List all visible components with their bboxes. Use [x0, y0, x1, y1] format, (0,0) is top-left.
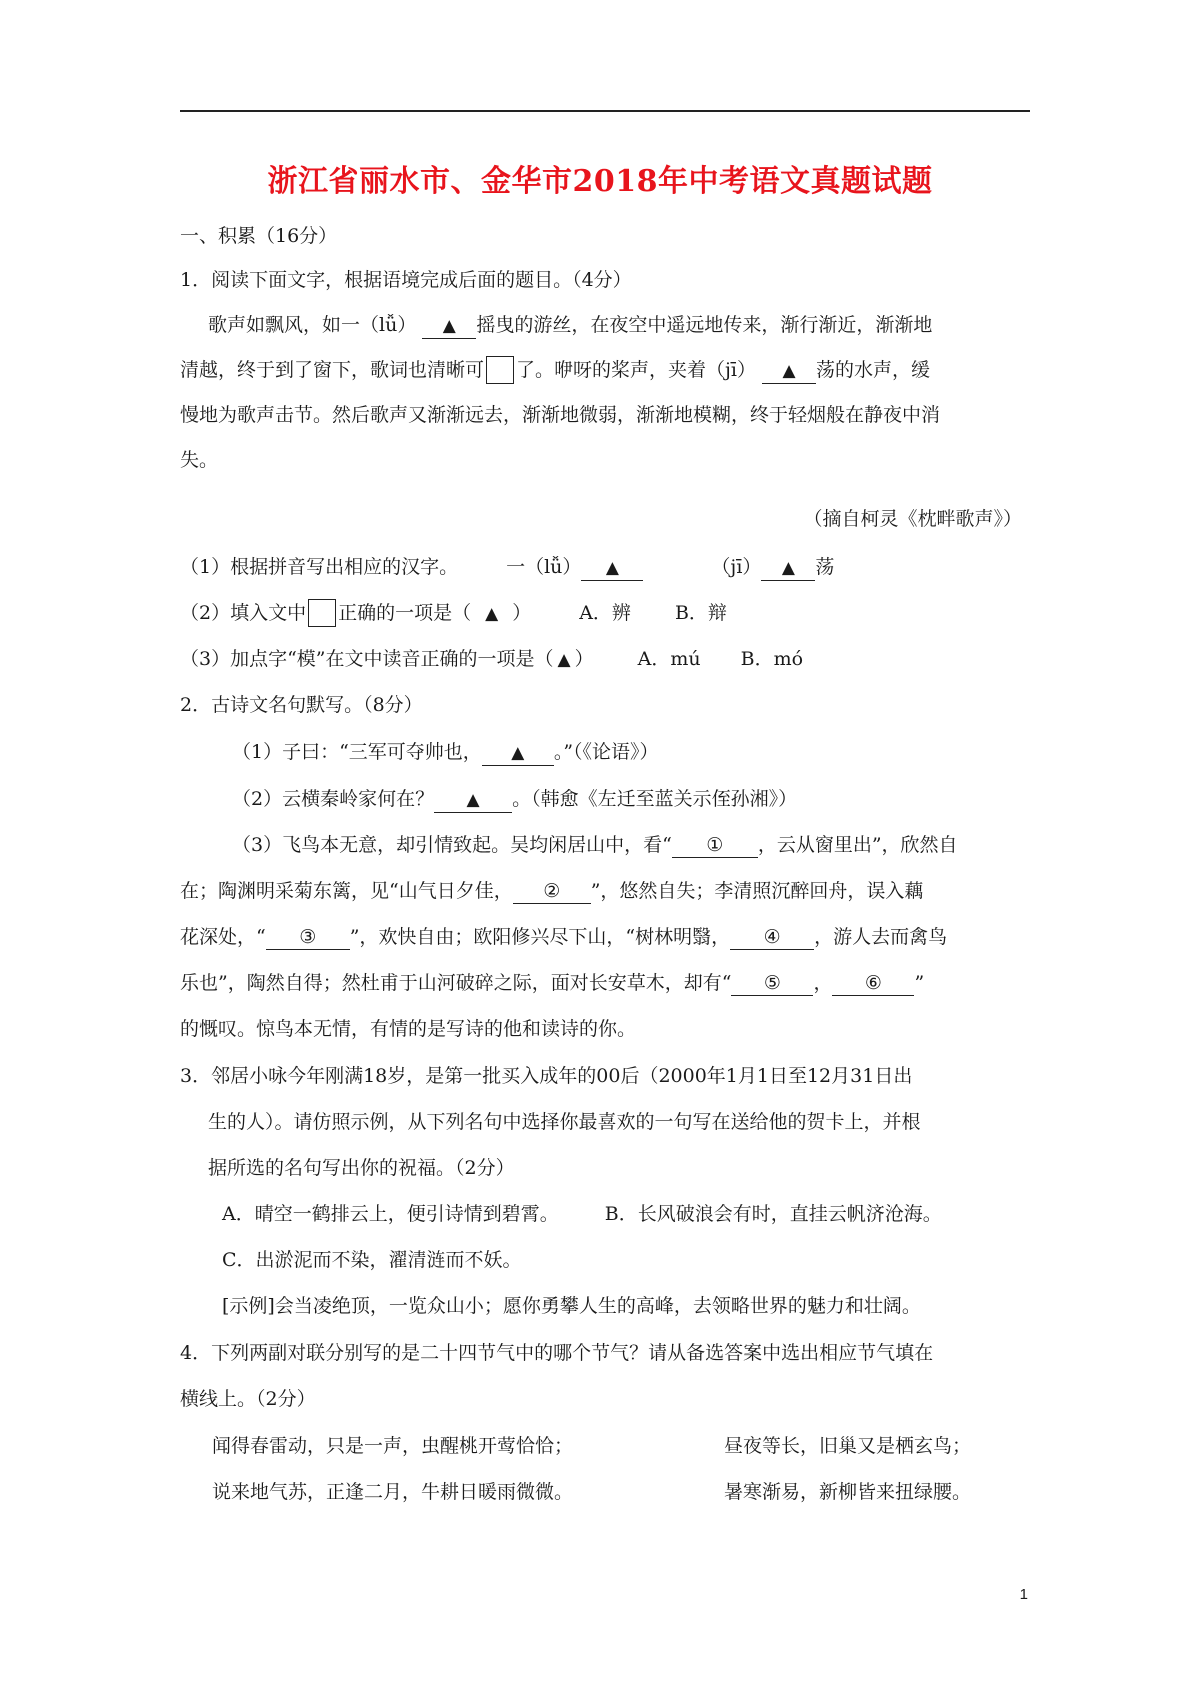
- couplet1-line2: 说来地气苏，正逢二月，牛耕日暖雨微微。: [212, 1481, 574, 1503]
- q2-line6: [180, 969, 924, 997]
- text: ）: [512, 602, 532, 624]
- text: ”: [914, 972, 925, 994]
- text: 歌声如飘风，如一（lǚ）: [208, 314, 417, 336]
- answer-blank[interactable]: [482, 740, 554, 766]
- text: ”，悠然自失；李清照沉醉回舟，误入藕: [590, 880, 924, 902]
- text: （2）云横秦岭家何在？: [232, 788, 435, 810]
- q2-line4: [180, 877, 923, 905]
- option-b[interactable]: B．长风破浪会有时，直挂云帆济沧海。: [604, 1203, 942, 1225]
- circled-number: ④: [763, 926, 781, 948]
- q2-line5: [180, 923, 947, 951]
- answer-blank-6[interactable]: [832, 971, 914, 996]
- couplet2-line1: 昼夜等长，旧巢又是栖玄鸟；: [724, 1435, 972, 1457]
- text: 。”（《论语》）: [553, 741, 659, 763]
- couplet1-line1: 闻得春雷动，只是一声，虫醒桃开莺恰恰；: [212, 1435, 574, 1457]
- q1-para-line1: [208, 311, 932, 339]
- section-heading: 一、积累（16分）: [180, 225, 338, 247]
- header-rule: [180, 110, 1030, 112]
- q3-line1: 3．邻居小咏今年刚满18岁，是第一批买入成年的00后（2000年1月1日至12月31日出: [180, 1065, 913, 1087]
- q2-stem: 2．古诗文名句默写。（8分）: [180, 694, 423, 716]
- q1-para-line2: [180, 356, 930, 384]
- text: 摇曳的游丝，在夜空中遥远地传来，渐行渐近，渐渐地: [476, 314, 933, 336]
- q3-option-c[interactable]: C．出淤泥而不染，濯清涟而不妖。: [222, 1249, 522, 1271]
- option-a[interactable]: A．mú: [637, 648, 701, 670]
- text: 正确的一项是（: [338, 602, 472, 624]
- triangle-icon: ▲: [782, 361, 796, 381]
- q2-line2: [232, 785, 797, 813]
- text: ”，欢快自由；欧阳修兴尽下山，“树林明翳，: [349, 926, 731, 948]
- text: （jī）: [711, 556, 762, 578]
- triangle-icon: ▲: [781, 558, 795, 578]
- q4-line2: 横线上。（2分）: [180, 1388, 316, 1410]
- answer-blank-2[interactable]: [513, 879, 591, 904]
- circled-number: ②: [543, 880, 561, 902]
- answer-blank[interactable]: [762, 358, 816, 384]
- answer-blank-3[interactable]: [266, 925, 350, 950]
- q1-source: （摘自柯灵《枕畔歌声》）: [803, 508, 1022, 530]
- circled-number: ③: [299, 926, 317, 948]
- text: ，: [813, 972, 833, 994]
- text: （2）填入文中: [180, 602, 307, 624]
- answer-blank[interactable]: [422, 313, 476, 339]
- text: （3）加点字“模”在文中读音正确的一项是（: [180, 648, 554, 670]
- triangle-icon: ▲: [605, 558, 619, 578]
- q3-options-ab: [222, 1200, 942, 1228]
- q1-para-line3: 慢地为歌声击节。然后歌声又渐渐远去，渐渐地微弱，渐渐地模糊，终于轻烟般在静夜中消: [180, 404, 941, 426]
- option-a[interactable]: A．辨: [579, 602, 631, 624]
- text: ）: [574, 648, 594, 670]
- circled-number: ⑤: [763, 972, 781, 994]
- text: 一（lǚ）: [506, 556, 582, 578]
- page-title: 浙江省丽水市、金华市2018年中考语文真题试题: [267, 164, 933, 199]
- text: 清越，终于到了窗下，歌词也清晰可: [180, 359, 485, 381]
- answer-blank[interactable]: [581, 555, 643, 581]
- couplet2-line2: 暑寒渐易，新柳皆来扭绿腰。: [724, 1481, 972, 1503]
- q1-sub1: [180, 553, 834, 581]
- q1-sub3: [180, 645, 803, 674]
- option-a[interactable]: A．晴空一鹤排云上，便引诗情到碧霄。: [222, 1203, 559, 1225]
- triangle-icon: ▲: [557, 650, 571, 670]
- q1-para-line4: 失。: [180, 449, 219, 471]
- text: ，游人去而禽鸟: [814, 926, 948, 948]
- page-number: 1: [1019, 1586, 1028, 1603]
- option-b[interactable]: B．辩: [674, 602, 727, 624]
- fill-box[interactable]: [308, 599, 336, 627]
- text: （3）飞鸟本无意，却引情致起。吴均闲居山中，看“: [232, 834, 672, 856]
- text: ，云从窗里出”，欣然自: [757, 834, 958, 856]
- answer-blank-5[interactable]: [731, 971, 813, 996]
- text: （1）根据拼音写出相应的汉字。: [180, 556, 459, 578]
- q1-sub2: [180, 599, 727, 628]
- answer-blank-1[interactable]: [672, 833, 758, 858]
- circled-number: ①: [706, 834, 724, 856]
- q2-line1: [232, 738, 659, 766]
- answer-blank-4[interactable]: [730, 925, 814, 950]
- text: （1）子曰：“三军可夺帅也，: [232, 741, 482, 763]
- text: 。（韩愈《左迁至蓝关示侄孙湘》）: [512, 788, 798, 810]
- text: 在；陶渊明采菊东篱，见“山气日夕佳，: [180, 880, 513, 902]
- triangle-icon: ▲: [466, 790, 480, 810]
- triangle-icon: ▲: [442, 316, 456, 336]
- triangle-icon: ▲: [485, 604, 499, 624]
- text: 花深处，“: [180, 926, 266, 948]
- q2-line7: 的慨叹。惊鸟本无情，有情的是写诗的他和读诗的你。: [180, 1018, 637, 1040]
- answer-blank[interactable]: [434, 787, 512, 813]
- option-b[interactable]: B．mó: [740, 648, 804, 670]
- circled-number: ⑥: [864, 972, 882, 994]
- q3-line2: 生的人）。请仿照示例，从下列名句中选择你最喜欢的一句写在送给他的贺卡上，并根: [208, 1111, 921, 1133]
- text: 乐也”，陶然自得；然杜甫于山河破碎之际，面对长安草木，却有“: [180, 972, 732, 994]
- fill-box[interactable]: [486, 356, 514, 384]
- text: 荡: [815, 556, 835, 578]
- text: 荡的水声，缓: [815, 359, 930, 381]
- answer-blank[interactable]: [761, 555, 815, 581]
- triangle-icon: ▲: [511, 743, 525, 763]
- q2-line3: [232, 831, 958, 859]
- q3-example: [示例]会当凌绝顶，一览众山小；愿你勇攀人生的高峰，去领略世界的魅力和壮阔。: [222, 1295, 921, 1317]
- q3-line3: 据所选的名句写出你的祝福。（2分）: [208, 1157, 515, 1179]
- q4-line1: 4．下列两副对联分别写的是二十四节气中的哪个节气？请从备选答案中选出相应节气填在: [180, 1342, 934, 1364]
- q1-stem: 1．阅读下面文字，根据语境完成后面的题目。（4分）: [180, 269, 632, 291]
- text: 了。咿呀的桨声，夹着（jī）: [516, 359, 756, 381]
